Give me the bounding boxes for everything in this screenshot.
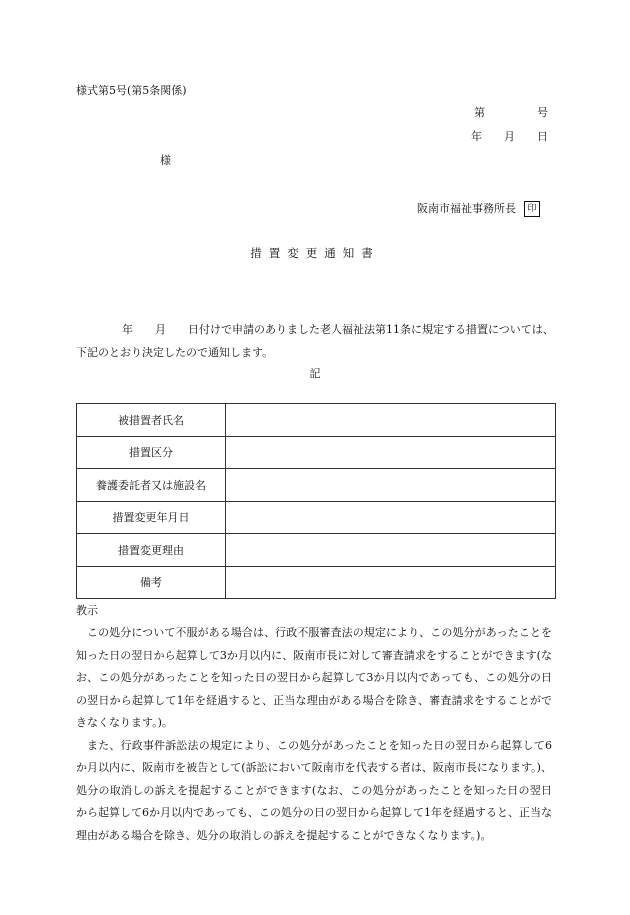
form-number: 様式第5号(第5条関係) (76, 84, 187, 97)
issuer-name: 阪南市福祉事務所長 (417, 202, 516, 215)
row-value (226, 469, 556, 502)
issuer-block (417, 201, 540, 217)
body-year-label: 年 (122, 323, 133, 336)
body-text: 日付けで申請のありました老人福祉法第11条に規定する措置については、下記のとおり決定したので通知します。 (76, 323, 554, 359)
date-year-label: 年 (471, 130, 482, 143)
table-row (77, 566, 556, 599)
notice-body (76, 622, 552, 847)
date-line (471, 130, 548, 144)
row-value (226, 534, 556, 567)
body-month-label: 月 (155, 323, 166, 336)
notice-paragraph-1: この処分について不服がある場合は、行政不服審査法の規定により、この処分があったことを知った日の翌日から起算して3か月以内に、阪南市長に対して審査請求をすることができます(なお、この処分があったことを知った日の翌日から起算して3か月以内であっても、この処分の日の翌日から起算して1年を経過すると、正当な理由がある場合を除き、審査請求をすることができなくなります。)。 (76, 626, 552, 729)
date-month-label: 月 (504, 130, 515, 143)
ki-marker: 記 (309, 367, 321, 380)
row-label: 措置変更年月日 (77, 501, 226, 534)
seal-mark: 印 (524, 201, 540, 217)
row-label: 養護委託者又は施設名 (77, 469, 226, 502)
doc-number-prefix: 第 (474, 106, 485, 119)
table-row (77, 436, 556, 469)
row-label: 被措置者氏名 (77, 404, 226, 437)
body-paragraph (76, 318, 554, 364)
document-number-line (474, 106, 548, 120)
row-value (226, 566, 556, 599)
notice-paragraph-2: また、行政事件訴訟法の規定により、この処分があったことを知った日の翌日から起算して6か月以内に、阪南市を被告として(訴訟において阪南市を代表する者は、阪南市長になります。)、処分の取消しの訴えを提起することができます(なお、この処分があったことを知った日の翌日から起算して6か月以内であっても、この処分の日の翌日から起算して1年を経過すると、正当な理由がある場合を除き、処分の取消しの訴えを提起することができなくなります。)。 (76, 738, 552, 842)
document-title: 措置変更通知書 (250, 246, 380, 260)
notice-title: 教示 (76, 604, 98, 617)
row-value (226, 436, 556, 469)
row-value (226, 404, 556, 437)
row-label: 措置変更理由 (77, 534, 226, 567)
addressee-suffix: 様 (160, 154, 171, 167)
row-label: 措置区分 (77, 436, 226, 469)
table-row (77, 404, 556, 437)
table-row (77, 534, 556, 567)
doc-number-suffix: 号 (537, 106, 548, 119)
table-row (77, 501, 556, 534)
row-label: 備考 (77, 566, 226, 599)
date-day-label: 日 (537, 130, 548, 143)
row-value (226, 501, 556, 534)
table-row (77, 469, 556, 502)
detail-table (76, 403, 556, 599)
